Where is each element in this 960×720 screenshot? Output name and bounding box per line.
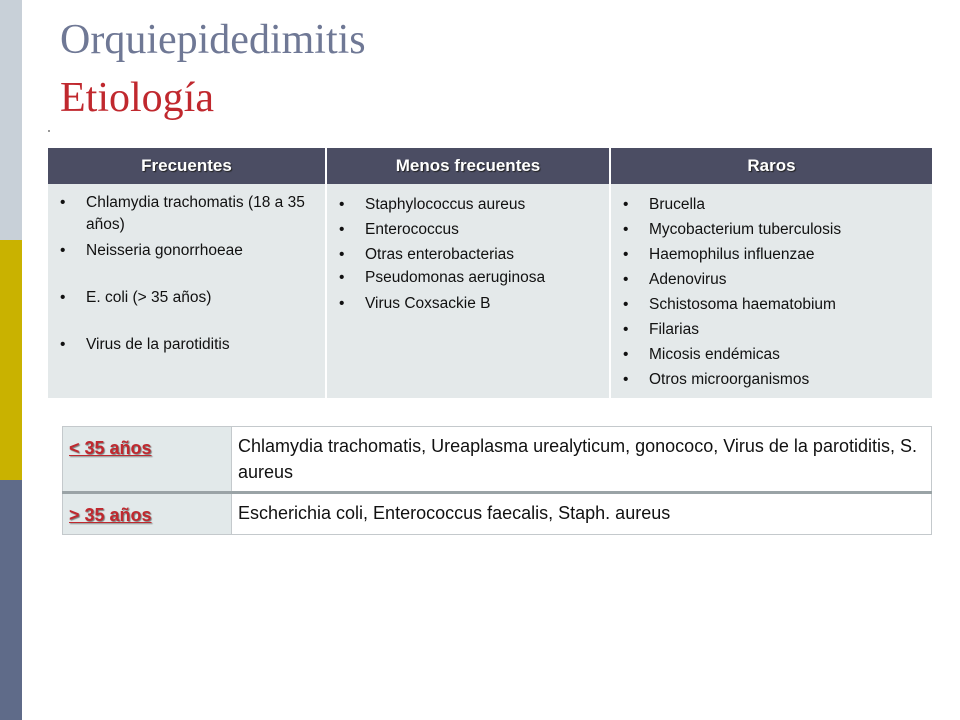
cell-raros [610, 184, 932, 398]
etiology-header-row [48, 148, 932, 184]
list-item: • Filarias [649, 317, 926, 342]
slide-title: Orquiepidedimitis [60, 17, 366, 63]
list-item: • Pseudomonas aeruginosa [365, 267, 603, 291]
list-item: • Mycobacterium tuberculosis [649, 217, 926, 242]
list-item: • Haemophilus influenzae [649, 242, 926, 267]
age-label-over-35: > 35 años [63, 493, 232, 535]
list-item: • Adenovirus [649, 267, 926, 292]
list-item: • Micosis endémicas [649, 342, 926, 367]
cell-frecuentes [48, 184, 326, 398]
list-item: • Brucella [649, 192, 926, 217]
list-item: • Chlamydia trachomatis (18 a 35 años) [86, 192, 319, 238]
header-raros: Raros [610, 148, 932, 184]
slide-subtitle: Etiología [60, 75, 214, 121]
list-item: • Staphylococcus aureus [365, 192, 603, 217]
table-row [63, 427, 932, 493]
list-item: • Neisseria gonorrhoeae [86, 238, 319, 263]
list-item: • Schistosoma haematobium [649, 292, 926, 317]
etiology-table [48, 148, 932, 398]
age-text-under-35: Chlamydia trachomatis, Ureaplasma urealyticum, gonococo, Virus de la parotiditis, S. aureus [232, 427, 932, 493]
age-table [62, 426, 932, 535]
header-menos-frecuentes: Menos frecuentes [326, 148, 610, 184]
list-item: • Enterococcus [365, 217, 603, 242]
age-label-under-35: < 35 años [63, 427, 232, 493]
cell-menos-frecuentes [326, 184, 610, 398]
title-divider [48, 130, 50, 132]
sidebar-segment-middle [0, 240, 22, 480]
list-item: • Otros microorganismos [649, 367, 926, 392]
table-row [63, 493, 932, 535]
sidebar-decoration [0, 0, 22, 720]
list-item: • E. coli (> 35 años) [86, 285, 319, 310]
sidebar-segment-bottom [0, 480, 22, 720]
list-item: • Virus de la parotiditis [86, 332, 319, 357]
etiology-body-row [48, 184, 932, 398]
sidebar-segment-top [0, 0, 22, 240]
list-item: • Otras enterobacterias [365, 242, 603, 267]
list-item: • Virus Coxsackie B [365, 291, 603, 316]
header-frecuentes: Frecuentes [48, 148, 326, 184]
age-text-over-35: Escherichia coli, Enterococcus faecalis, Staph. aureus [232, 493, 932, 535]
